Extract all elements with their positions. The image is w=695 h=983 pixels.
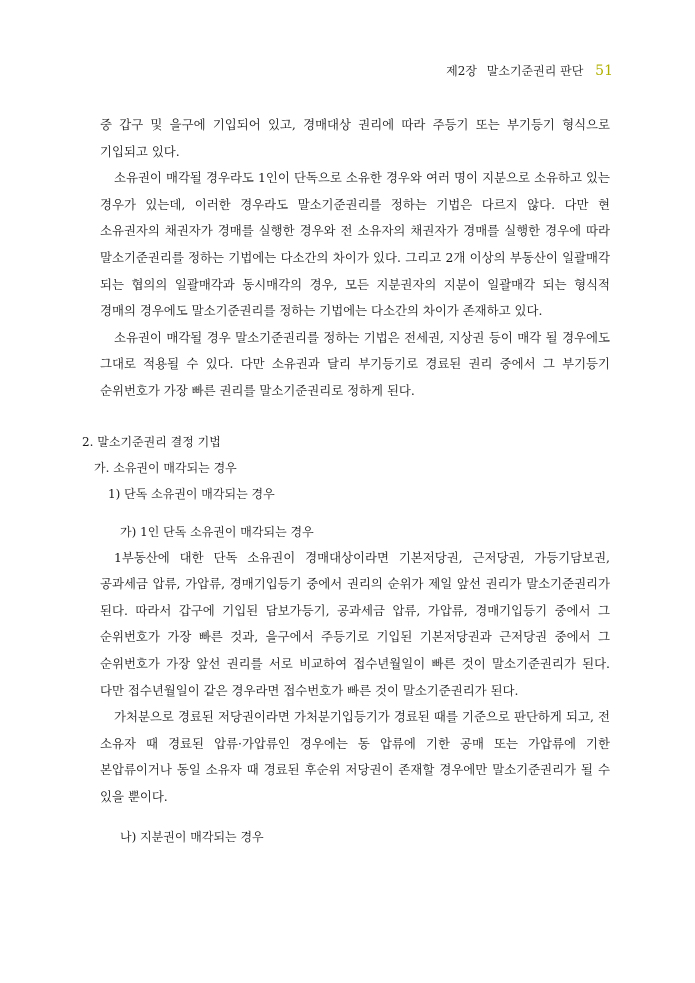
subsection-heading: 가. 소유권이 매각되는 경우 — [94, 460, 237, 475]
page-body — [82, 112, 610, 850]
running-header — [446, 62, 613, 79]
paragraph-ownership-sale: 소유권이 매각될 경우라도 1인이 단독으로 소유한 경우와 여러 명이 지분으로 소유하고 있는 경우가 있는데, 이러한 경우라도 말소기준권리를 정하는 기법은 다르지 않다. 다만 현 소유권자의 채권자가 경매를 실행한 경우와 전 소유자의 채권자가 경매를 실행한 경우에 따라 말소기준권리를 정하는 기법에는 다소간의 차이가 있다. 그리고 2개 이상의 부동산이 일괄매각 되는 협의의 일괄매각과 동시매각의 경우, 모든 지분권자의 지분이 일괄매각 되는 형식적 경매의 경우에도 말소기준권리를 정하는 기법에는 다소간의 차이가 존재하고 있다. — [100, 170, 610, 319]
item-heading-sole-owner: 가) 1인 단독 소유권이 매각되는 경우 — [120, 524, 314, 539]
chapter-label: 제2장 — [446, 64, 477, 78]
paragraph-continued: 중 갑구 및 을구에 기입되어 있고, 경매대상 권리에 따라 주등기 또는 부기등기 형식으로 기입되고 있다. — [100, 117, 610, 159]
page-number: 51 — [595, 63, 613, 79]
paragraph-other-rights: 소유권이 매각될 경우 말소기준권리를 정하는 기법은 전세권, 지상권 등이 매각 될 경우에도 그대로 적용될 수 있다. 다만 소유권과 달리 부기등기로 경료된 권리 중에서 그 부기등기 순위번호가 가장 빠른 권리를 말소기준권리로 정하게 된다. — [100, 329, 610, 398]
item-heading-share: 나) 지분권이 매각되는 경우 — [120, 830, 264, 845]
chapter-title: 말소기준권리 판단 — [486, 64, 584, 78]
paragraph-provisional-disposition: 가처분으로 경료된 저당권이라면 가처분기입등기가 경료된 때를 기준으로 판단하게 되고, 전 소유자 때 경료된 압류·가압류인 경우에는 동 압류에 기한 공매 또는 가압류에 기한 본압류이거나 동일 소유자 때 경료된 후순위 저당권이 존재할 경우에만 말소기준권리가 될 수 있을 뿐이다. — [100, 709, 610, 804]
paragraph-sole-ownership: 1부동산에 대한 단독 소유권이 경매대상이라면 기본저당권, 근저당권, 가등기담보권, 공과세금 압류, 가압류, 경매기입등기 중에서 권리의 순위가 제일 앞선 권리가 말소기준권리가 된다. 따라서 갑구에 기입된 담보가등기, 공과세금 압류, 가압류, 경매기입등기 중에서 그 순위번호가 가장 빠른 것과, 을구에서 주등기로 기입된 기본저당권과 근저당권 중에서 그 순위번호가 가장 앞선 권리를 서로 비교하여 접수년월일이 빠른 것이 말소기준권리가 된다. 다만 접수년월일이 같은 경우라면 접수번호가 빠른 것이 말소기준권리가 된다. — [100, 549, 610, 698]
section-heading: 2. 말소기준권리 결정 기법 — [82, 434, 221, 449]
subsubsection-heading: 1) 단독 소유권이 매각되는 경우 — [108, 486, 275, 501]
